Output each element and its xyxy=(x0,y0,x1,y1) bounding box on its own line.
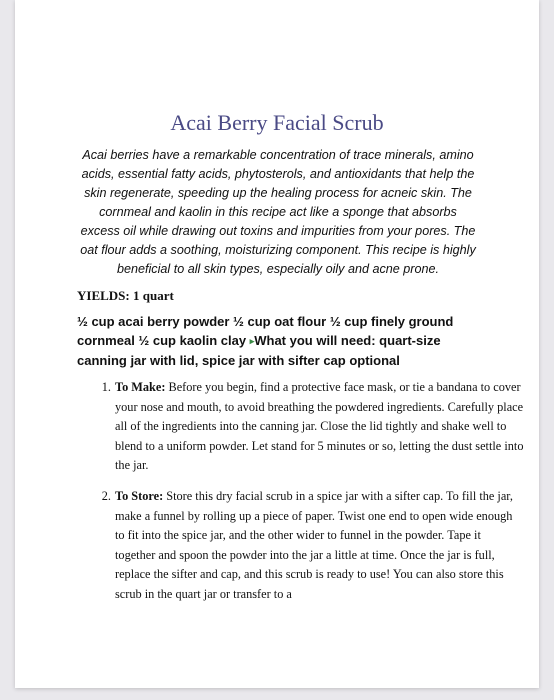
recipe-title: Acai Berry Facial Scrub xyxy=(170,110,384,135)
step-heading: To Make: xyxy=(115,380,166,394)
step-item xyxy=(114,378,524,476)
recipe-intro: Acai berries have a remarkable concentration of trace minerals, amino acids, essential fatty acids, phytosterols, and antioxidants that help the skin regenerate, speeding up the healing process for acneic skin. The cornmeal and kaolin in this recipe act like a sponge that absorbs excess oil while drawing out toxins and impurities from your pores. The oat flour adds a soothing, moisturizing component. This recipe is highly beneficial to all skin types, especially oily and acne prone. xyxy=(80,148,476,276)
step-text: Store this dry facial scrub in a spice jar with a sifter cap. To fill the jar, make a funnel by rolling up a piece of paper. Twist one end to open wide enough to fit into the spice jar, and the other wider to funnel in the powder. Tape it together and spoon the powder into the jar a little at time. Once the jar is full, replace the sifter and cap, and this scrub is ready to use! You can also store this scrub in the quart jar or transfer to a xyxy=(115,488,513,601)
triangle-marker-icon: ▸ xyxy=(249,336,255,346)
step-text: Before you begin, find a protective face mask, or tie a bandana to cover your nose and mouth, to avoid breathing the powdered ingredients. Carefully place all of the ingredients into the canning jar. Close the lid tightly and shake well to blend to a uniform powder. Let stand for 5 minutes or so, letting the dust settle into the jar. xyxy=(115,380,524,473)
ingredients-paragraph xyxy=(77,312,487,370)
step-item xyxy=(114,487,524,605)
recipe-yields: YIELDS: 1 quart xyxy=(77,288,174,303)
step-heading: To Store: xyxy=(115,488,164,503)
ingredients-list: ½ cup acai berry powder ½ cup oat flour ½ cup finely ground cornmeal ½ cup kaolin clay xyxy=(77,314,454,348)
equipment-needed: What you will need: quart-size canning jar with lid, spice jar with sifter cap optional xyxy=(77,333,441,368)
document-page xyxy=(15,0,539,688)
instruction-steps xyxy=(77,378,524,616)
